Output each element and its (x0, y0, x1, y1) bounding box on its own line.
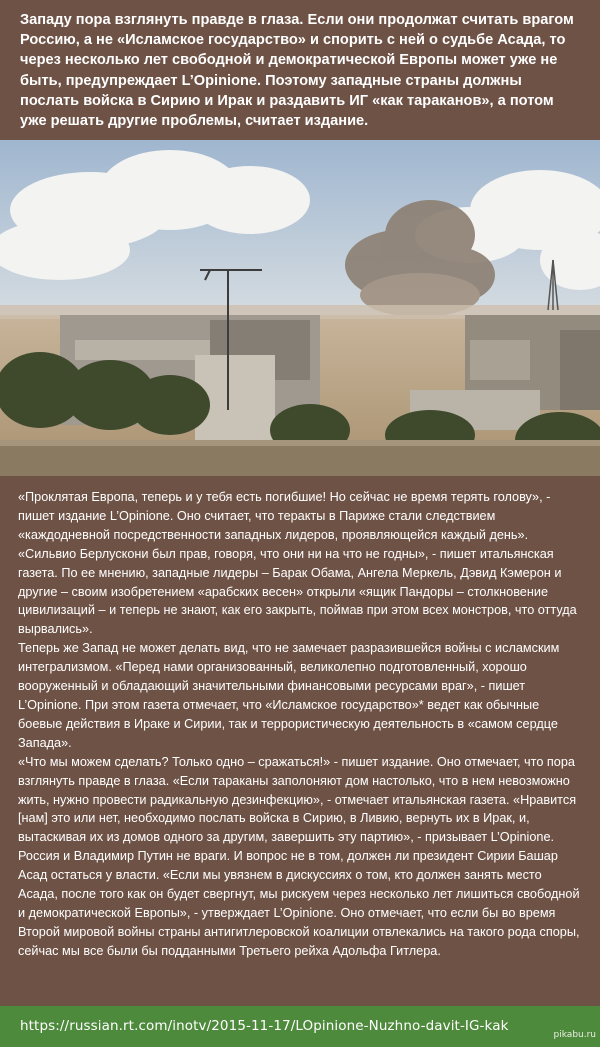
paragraph: Теперь же Запад не может делать вид, что не замечает разразившейся войны с исламским интегрализмом. «Перед нами организованный, великолепно подготовленный, хорошо вооруженный и обладающий значительными финансовыми ресурсами враг», - пишет L’Opinione. При этом газета отмечает, что «Исламское государство»* ведет как обычные боевые действия в Ираке и Сирии, так и террористическую деятельность в «самом сердце Запада». (18, 641, 560, 750)
lead-text: Западу пора взглянуть правде в глаза. Если они продолжат считать врагом Россию, а не «Исламское государство» и спорить с ней о судьбе Асада, то через несколько лет свободной и демократической Европы может уже не быть, предупреждает L’Opinione. Поэтому западные страны должны послать войска в Сирию и Ирак и раздавить ИГ «как тараканов», а потом уже решать другие проблемы, считает издание. (20, 12, 574, 130)
news-photo (0, 140, 600, 476)
source-link[interactable]: https://russian.rt.com/inotv/2015-11-17/LOpinione-Nuzhno-davit-IG-kak (20, 1018, 509, 1034)
paragraph: «Сильвио Берлускони был прав, говоря, что они ни на что не годны», - пишет итальянская газета. По ее мнению, западные лидеры – Барак Обама, Ангела Меркель, Дэвид Кэмерон и другие – своим изобретением «арабских весен» открыли «ящик Пандоры – столкновение цивилизаций – и теперь не знают, как его закрыть, поймав при этом всех монстров, что оттуда вырвались». (18, 546, 577, 637)
article-body (0, 476, 600, 1006)
paragraph: «Что мы можем сделать? Только одно – сражаться!» - пишет издание. Оно отмечает, что пора взглянуть правде в глаза. «Если тараканы заполоняют дом настолько, что в нем невозможно жить, нужно провести радикальную дезинфекцию», - отмечает итальянская газета. «Нравится [нам] это или нет, необходимо послать войска в Сирию, в Ливию, вернуть их в Ирак, и, вытаскивая их из домов одного за другим, завершить эту партию», - призывает L’Opinione. (18, 754, 577, 845)
paragraph: Россия и Владимир Путин не враги. И вопрос не в том, должен ли президент Сирии Башар Асад остаться у власти. «Если мы увязнем в дискуссиях о том, кто должен занять место Асада, после того как он будет свергнут, мы рискуем через несколько лет лишиться свободной и демократической Европы», - утверждает L’Opinione. Оно отмечает, что если бы во время Второй мировой войны страны антигитлеровской коалиции отвлекались на такого рода споры, сейчас мы все были бы подданными Третьего рейха Адольфа Гитлера. (18, 849, 580, 958)
source-footer (0, 1006, 600, 1047)
lead-block (0, 0, 600, 140)
watermark: pikabu.ru (553, 1030, 596, 1040)
paragraph: «Проклятая Европа, теперь и у тебя есть погибшие! Но сейчас не время терять голову», - пишет издание L’Opinione. Оно считает, что теракты в Париже стали следствием «каждодневной посредственности западных лидеров, проявляющейся каждый день». (18, 490, 551, 542)
